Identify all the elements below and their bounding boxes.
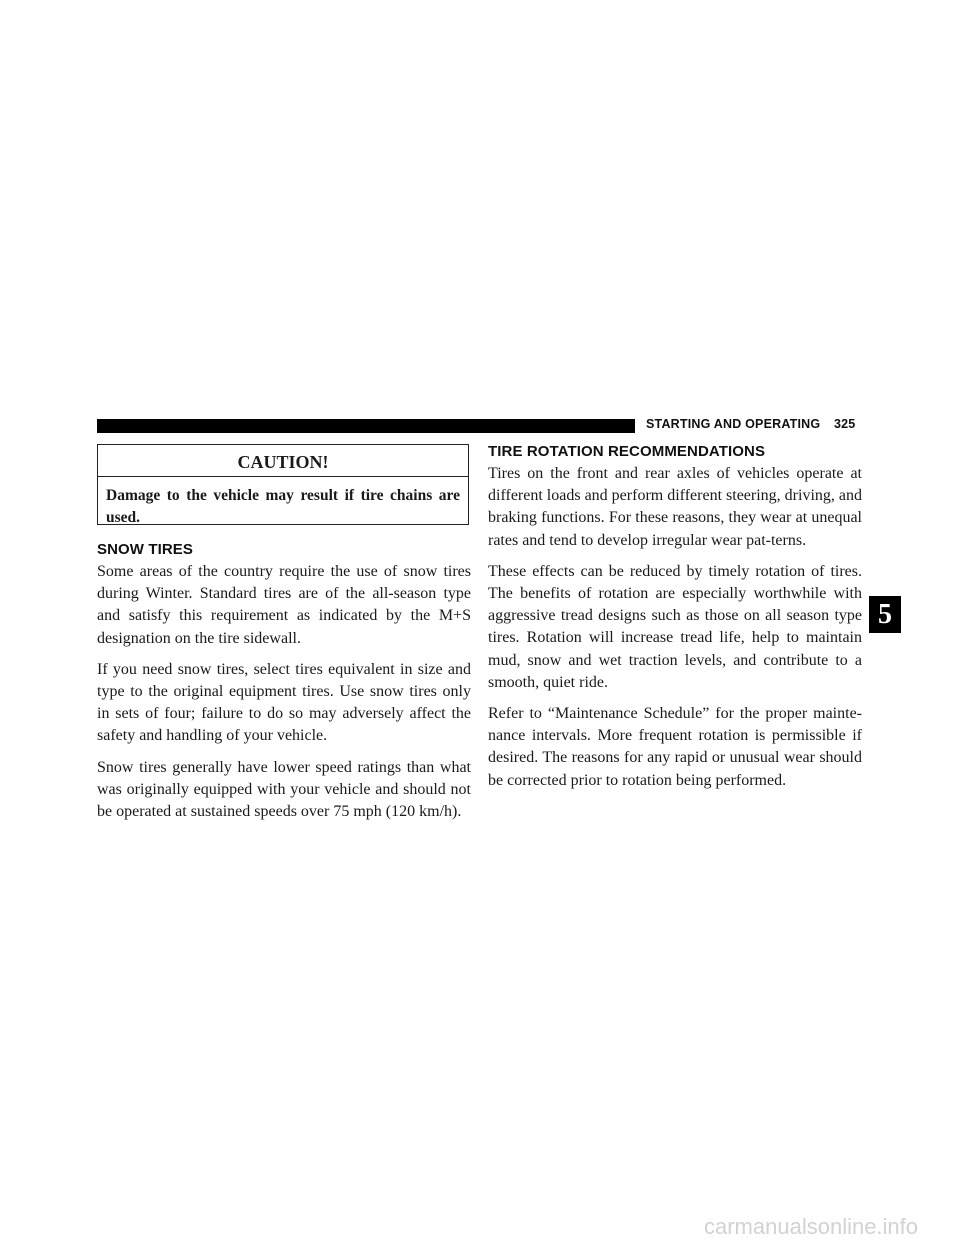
tire-rotation-column <box>488 463 862 801</box>
watermark: carmanualsonline.info <box>704 1214 919 1239</box>
caution-text: Damage to the vehicle may result if tire chains are used. <box>106 487 460 526</box>
paragraph: Refer to “Maintenance Schedule” for the proper mainte-nance intervals. More frequent rotation is permissible if desired. The reasons for any rapid or unusual wear should be corrected prior to rotation being performed. <box>488 705 862 789</box>
caution-title: CAUTION! <box>98 445 468 477</box>
caution-box <box>97 444 469 525</box>
page-number: 325 <box>834 417 856 431</box>
running-header <box>646 417 855 431</box>
paragraph: If you need snow tires, select tires equivalent in size and type to the original equipment tires. Use snow tires only in sets of four; failure to do so may adversely affect the safety and handling of your vehicle. <box>97 660 471 745</box>
section-title: STARTING AND OPERATING <box>646 417 821 431</box>
snow-tires-column <box>97 561 471 832</box>
tire-rotation-heading: TIRE ROTATION RECOMMENDATIONS <box>488 443 766 460</box>
paragraph: These effects can be reduced by timely rotation of tires. The benefits of rotation are especially worthwhile with aggressive tread designs such as those on all season type tires. Rotation will increase tread life, help to maintain mud, snow and wet traction levels, and contribute to a smooth, quiet ride. <box>488 562 862 691</box>
paragraph: Tires on the front and rear axles of vehicles operate at different loads and perform different steering, driving, and braking functions. For these reasons, they wear at unequal rates and tend to develop irregular wear pat-terns. <box>488 465 862 549</box>
header-rule <box>97 419 635 433</box>
snow-tires-heading: SNOW TIRES <box>97 541 194 558</box>
paragraph: Some areas of the country require the use of snow tires during Winter. Standard tires are of the all-season type and satisfy this requirement as indicated by the M+S designation on the tire sidewall. <box>97 563 471 647</box>
chapter-tab: 5 <box>869 596 901 633</box>
paragraph: Snow tires generally have lower speed ratings than what was originally equipped with your vehicle and should not be operated at sustained speeds over 75 mph (120 km/h). <box>97 758 471 821</box>
